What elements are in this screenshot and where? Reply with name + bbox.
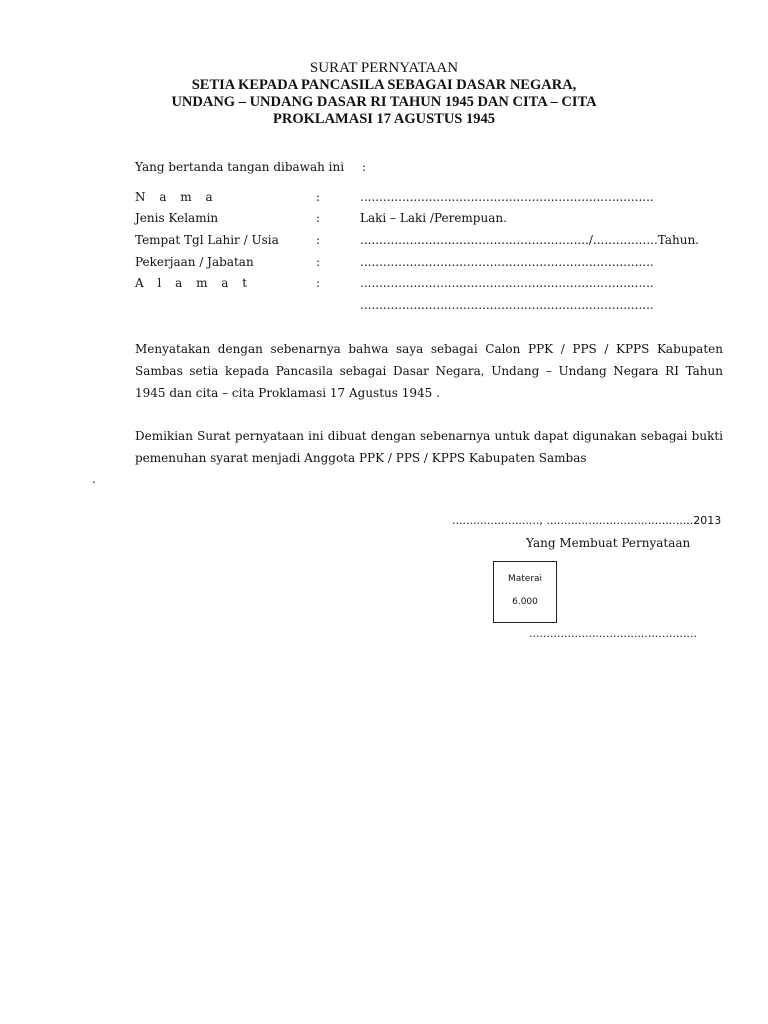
field-colon: : (316, 211, 321, 225)
title-line-1: SURAT PERNYATAAN (309, 60, 459, 76)
stamp-box (493, 561, 557, 623)
stamp-label: Materai (507, 574, 543, 584)
intro-label: Yang bertanda tangan dibawah ini (135, 160, 345, 174)
stray-mark: . (92, 472, 96, 486)
field-colon: : (316, 190, 321, 204)
field-value: Laki – Laki /Perempuan. (360, 211, 507, 225)
field-label: A l a m a t (135, 276, 253, 290)
title-line-3: UNDANG – UNDANG DASAR RI TAHUN 1945 DAN CITA – CITA (171, 94, 597, 110)
closing-paragraph: Demikian Surat pernyataan ini dibuat dengan sebenarnya untuk dapat digunakan sebagai bukti pemenuhan syarat menjadi Anggota PPK / PPS / KPPS Kabupaten Sambas (135, 429, 723, 465)
field-colon: : (316, 276, 321, 290)
field-value: ............................................................................. (360, 190, 654, 204)
field-label: Tempat Tgl Lahir / Usia (135, 233, 279, 247)
intro-line (135, 160, 367, 174)
field-value: ............................................................................. (360, 298, 654, 312)
maker-label: Yang Membuat Pernyataan (526, 536, 691, 550)
document-title (0, 60, 768, 128)
field-label: Jenis Kelamin (135, 211, 219, 225)
field-label: Pekerjaan / Jabatan (135, 255, 254, 269)
field-label: N a m a (135, 190, 218, 204)
field-colon: : (316, 255, 321, 269)
title-line-4: PROKLAMASI 17 AGUSTUS 1945 (273, 111, 495, 127)
intro-colon: : (362, 160, 367, 174)
statement-paragraph: Menyatakan dengan sebenarnya bahwa saya sebagai Calon PPK / PPS / KPPS Kabupaten Sambas setia kepada Pancasila sebagai Dasar Negara, Undang – Undang Negara RI Tahun 1945 dan cita – cita Proklamasi 17 Agustus 1945 . (135, 342, 723, 400)
title-line-2: SETIA KEPADA PANCASILA SEBAGAI DASAR NEGARA, (191, 77, 577, 93)
place-date-line: ........................., ..........................................2013 (452, 514, 722, 527)
field-colon: : (316, 233, 321, 247)
field-value: ............................................................................. (360, 276, 654, 290)
stamp-value: 6.000 (512, 597, 538, 607)
field-value: ............................................................/.................Tahun. (360, 233, 699, 247)
field-value: ............................................................................. (360, 255, 654, 269)
signature-name-line: ................................................ (529, 627, 697, 640)
